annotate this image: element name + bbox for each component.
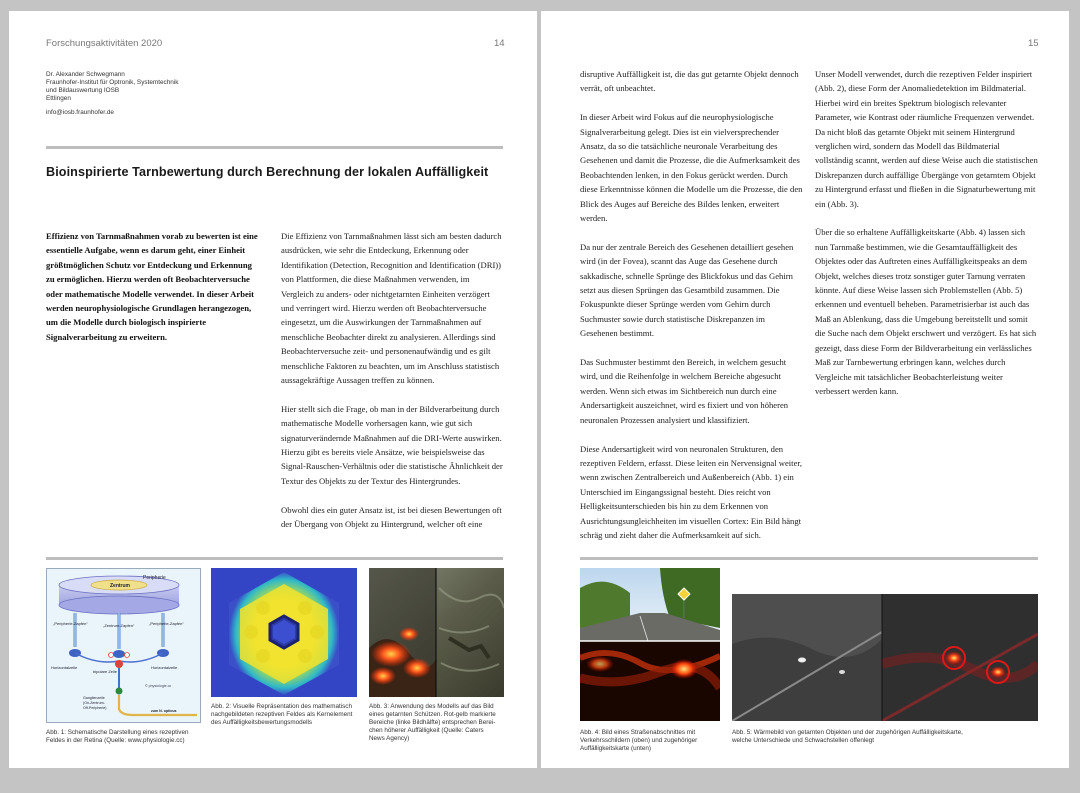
paragraph: Hier stellt sich die Frage, ob man in der Bildverarbeitung durch mathematische Modelle vorhersagen kann, wie gut sich signaturverändernde Maßnahmen auf die DRI-Werte auswirken. Hierzu gibt es bereits viele Ansätze, wie beispielsweise das Signal-Rauschen-Verhältnis oder die statistische Ähnlichkeit der Textur des Objekts zu der Textur des Hintergrundes.	[281, 403, 503, 486]
fig1-label-ganglion-3: Off-Peripherie)	[83, 706, 107, 710]
caption-line: welche Unterschiede und Schwachstellen offenlegt	[732, 737, 875, 744]
fig1-label-center-cone: „Zentrum-Zapfen“	[103, 623, 135, 628]
fig1-label-nerve: zum N. opticus	[151, 709, 177, 713]
author-block	[46, 71, 178, 117]
caption-line: des Auffälligkeitsbewertungsmodells	[211, 719, 313, 726]
lead-paragraph	[46, 229, 262, 359]
fig1-label-center: Zentrum	[110, 583, 130, 589]
fig1-label-ganglion-2: (On-Zentrum-	[83, 701, 105, 705]
body-column-4	[815, 67, 1038, 413]
fig1-label-ganglion-1: Ganglienzelle	[83, 696, 105, 700]
paragraph: Obwohl dies ein guter Ansatz ist, ist bei diesen Bewertungen oft der Übergang von Objekt zu Hintergrund, welcher oft eine	[281, 504, 502, 530]
figure-2-receptive-field	[211, 568, 357, 697]
fig1-label-periphery: Peripherie	[143, 575, 166, 581]
fig1-label-bipolar: bipolare Zelle	[93, 669, 118, 674]
caption-line: chen höherer Auffälligkeit (Quelle: Caters	[369, 727, 484, 734]
fig1-label-horizontal-left: Horizontalzelle	[51, 665, 78, 670]
figures-rule-left	[46, 557, 503, 560]
author-name: Dr. Alexander Schwegmann	[46, 71, 125, 78]
figure-4-road-saliency	[580, 568, 720, 721]
caption-line: Feldes in der Retina (Quelle: www.physiologie.cc)	[46, 737, 185, 744]
caption-fig3	[369, 703, 509, 743]
caption-line: Abb. 3: Anwendung des Modells auf das Bild	[369, 703, 494, 710]
figures-rule-right	[580, 557, 1038, 560]
paragraph: Das Suchmuster bestimmt den Bereich, in welchem gesucht wird, und die Reihenfolge in welchem Bereiche abgesucht werden. Wenn sich etwas im Sichtbereich nun durch eine Andersartigkeit auszeichnet, wird es fixiert und von höheren neuronalen Prozessen analysiert und klassifiziert.	[580, 357, 789, 425]
paragraph: Die Effizienz von Tarnmaßnahmen lässt sich am besten dadurch ausdrücken, wie sehr die Entdeckung, Erkennung oder Identifikation (Detection, Recognition and Identification (DRI)) von Plattformen, die diese Maßnahmen verwenden, im Vergleich zu anders- oder nichtgetarnten Einheiten verzögert und verringert wird. Hierzu werden oft Beobachterversuche eingesetzt, um die Auswirkungen der Tarnmaßnahmen auf menschliche Beobachter direkt zu analysieren. Allerdings sind Beobachterversuche zeit- und personenaufwändig und es gilt menschliche Faktoren zu beachten, um im Anschluss statistisch aussagekräftige Aussagen treffen zu können.	[281, 231, 502, 386]
caption-line: nachgebildeten rezeptiven Feldes als Kernelement	[211, 711, 353, 718]
figure-5-thermal-saliency	[732, 594, 1038, 721]
caption-fig5	[732, 729, 1032, 745]
caption-line: Abb. 2: Visuelle Repräsentation des mathematisch	[211, 703, 352, 710]
paragraph: Da nur der zentrale Bereich des Gesehenen detailliert gesehen wird (in der Fovea), scannt das Auge das Gesehene durch sakkadische, schnelle Sprünge des Blickfokus und das Gehirn setzt aus diesen Sprüngen das Gesamtbild zusammen. Die Fokuspunkte dieser Sprünge werden vom Gehirn durch Suchmuster sowie durch statistische Diskrepanzen im Gesehenen bestimmt.	[580, 241, 794, 339]
fig1-label-periph-cone-right: „Peripherie-Zapfen“	[149, 621, 184, 626]
fig1-label-horizontal-right: Horizontalzelle	[151, 665, 178, 670]
body-column-2	[281, 229, 504, 546]
figure-1-retina-diagram	[46, 568, 201, 723]
running-header-title: Forschungsaktivitäten 2020	[46, 38, 163, 49]
caption-fig1	[46, 729, 201, 745]
author-email[interactable]: info@iosb.fraunhofer.de	[46, 109, 114, 116]
figure-3-shooter-photo	[369, 568, 504, 697]
caption-line: eines getarnten Schützen. Rot-gelb markierte	[369, 711, 496, 718]
paragraph: Über die so erhaltene Auffälligkeitskarte (Abb. 4) lassen sich nun Tarnmaße bestimmen, wie die Gesamtauffälligkeit des Objektes oder das Auftreten eines Auffälligkeitspeaks an dem Objekt, welches dieses trotz sonstiger guter Tarnung verraten könnte. Auf diese Weise lassen sich Problemstellen (Abb. 5) erkennen und eventuell beheben. Parametrisierbar ist auch das Maß an Ablenkung, dass die Umgebung bereitstellt und somit die Suche nach dem Objekt erschwert und verzögert. Es hat sich gezeigt, dass diese Form der Bildverarbeitung ein verlässliches Maß zur Tarnbewertung erbringen kann, welches durch Vergleiche mit tatsächlicher Beobachterleistung weiter verbessert werden kann.	[815, 227, 1037, 396]
paragraph: disruptive Auffälligkeit ist, die das gut getarnte Objekt dennoch verrät, oft unbeachtet.	[580, 69, 799, 94]
title-rule	[46, 146, 503, 149]
fig1-label-periph-cone-left: „Peripherie-Zapfen“	[53, 621, 88, 626]
caption-line: News Agency)	[369, 735, 410, 742]
paragraph: Unser Modell verwendet, durch die rezeptiven Felder inspiriert (Abb. 2), diese Form der Anomaliedetektion im Bildmaterial. Hierbei wird ein breites Spektrum biologisch relevanter Parameter, wie Kontrast oder räumliche Frequenzen verwendet. Da nicht bloß das getarnte Objekt mit seinem Hintergrund verglichen wird, sondern das Modell das Bildmaterial vollständig scannt, werden auf diese Weise auch die statistischen Diskrepanzen durch auffällige Übergänge von getarntem Objekt zu Hintergrund erfasst und fließen in die Signaturbewertung mit ein (Abb. 3).	[815, 69, 1038, 209]
page-number-right: 15	[1028, 38, 1039, 49]
author-institute-2: und Bildauswertung IOSB	[46, 87, 120, 94]
caption-line: Abb. 5: Wärmebild von getarnten Objekten und der zugehörigen Auffälligkeitskarte,	[732, 729, 963, 736]
paragraph: Diese Andersartigkeit wird von neuronalen Strukturen, den rezeptiven Feldern, erfasst. Diese leiten ein Nervensignal weiter, wenn zwischen Zentralbereich und Außenbereich (Abb. 1) ein Unterschied im Eingangssignal besteht. Dies reicht von Helligkeitsunterschieden bis hin zu dem Erkennen von Ausrichtungsungleichheiten im visuellen Cortex: Ein Bild hängt schräg und zieht daher die Aufmerksamkeit auf sich.	[580, 443, 803, 540]
article-title: Bioinspirierte Tarnbewertung durch Berechnung der lokalen Auffälligkeit	[46, 165, 489, 179]
caption-fig2	[211, 703, 361, 727]
lead-text: Effizienz von Tarnmaßnahmen vorab zu bewerten ist eine essentielle Aufgabe, wenn es darum geht, einer Einheit größtmöglichen Schutz vor Entdeckung und Erkennung zu ermöglichen. Hierzu werden oft Beobachterversuche oder mathematische Modelle verwendet. In dieser Arbeit werden neurophysiologische Grundlagen herangezogen, um die Modelle durch biologisch inspirierte Signalverarbeitung zu erweitern.	[46, 231, 258, 342]
author-institute: Fraunhofer-Institut für Optronik, Systemtechnik	[46, 79, 179, 86]
caption-line: Auffälligkeitskarte (unten)	[580, 745, 651, 752]
caption-line: Bereiche (linke Bildhälfte) entsprechen Berei-	[369, 719, 496, 726]
author-city: Ettlingen	[46, 95, 71, 102]
fig1-label-site: © physiologie.cc	[145, 684, 172, 688]
caption-fig4	[580, 729, 725, 753]
caption-line: Abb. 4: Bild eines Straßenabschnittes mit	[580, 729, 696, 736]
body-column-3	[580, 67, 803, 557]
caption-line: Verkehrsschildern (oben) und zugehöriger	[580, 737, 698, 744]
caption-line: Abb. 1: Schematische Darstellung eines rezeptiven	[46, 729, 189, 736]
paragraph: In dieser Arbeit wird Fokus auf die neurophysiologische Signalverarbeitung gelegt. Dies ist ein vielversprechender Ansatz, da so die tatsächliche neuronale Verarbeitung des Gesehenen und damit die Prozesse, die die Aufmerksamkeit des Beobachtenden lenken, in den Fokus gerückt werden. Durch diese Erkenntnisse können die Modelle um die Prozesse, die den Blick des Auges auf Bereiche des Bildes lenken, erweitert werden.	[580, 112, 803, 224]
page-number-left: 14	[494, 38, 505, 49]
